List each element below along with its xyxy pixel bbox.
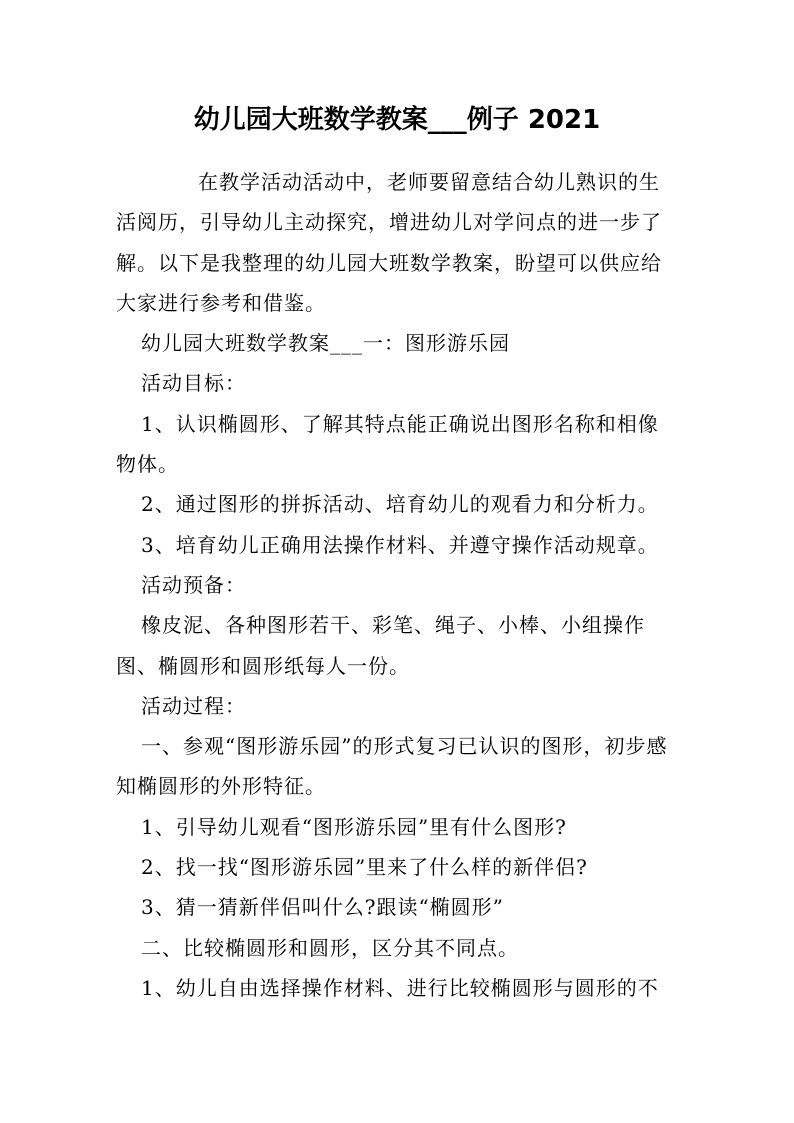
process-heading: 活动过程：: [141, 693, 246, 718]
process-substep: 2、找一找“图形游乐园”里来了什么样的新伴侣?: [141, 855, 588, 880]
process-step: 一、参观“图形游乐园”的形式复习已认识的图形，初步感知椭圆形的外形特征。: [116, 734, 668, 799]
goal-item: 2、通过图形的拼拆活动、培育幼儿的观看力和分析力。: [141, 492, 659, 517]
process-substep: 1、幼儿自由选择操作材料、进行比较椭圆形与圆形的不: [141, 975, 659, 1000]
document-title: 幼儿园大班数学教案___例子 2021: [193, 105, 601, 135]
intro-paragraph: 在教学活动活动中，老师要留意结合幼儿熟识的生活阅历，引导幼儿主动探究，增进幼儿对学问点的进一步了解。以下是我整理的幼儿园大班数学教案，盼望可以供应给大家进行参考和借鉴。: [116, 170, 662, 315]
preparation-heading: 活动预备：: [141, 572, 246, 597]
goal-item: 3、培育幼儿正确用法操作材料、并遵守操作活动规章。: [141, 532, 659, 557]
goal-item: 1、认识椭圆形、了解其特点能正确说出图形名称和相像物体。: [116, 411, 659, 477]
document-body: [116, 162, 678, 1008]
goals-heading: 活动目标：: [141, 371, 246, 396]
preparation-text: 橡皮泥、各种图形若干、彩笔、绳子、小棒、小组操作图、椭圆形和圆形纸每人一份。: [116, 613, 645, 678]
process-substep: 3、猜一猜新伴侣叫什么?跟读“椭圆形”: [141, 895, 504, 920]
process-step: 二、比较椭圆形和圆形，区分其不同点。: [141, 935, 519, 960]
section-heading: 幼儿园大班数学教案___一：图形游乐园: [141, 331, 510, 356]
process-substep: 1、引导幼儿观看“图形游乐园”里有什么图形?: [141, 814, 567, 839]
